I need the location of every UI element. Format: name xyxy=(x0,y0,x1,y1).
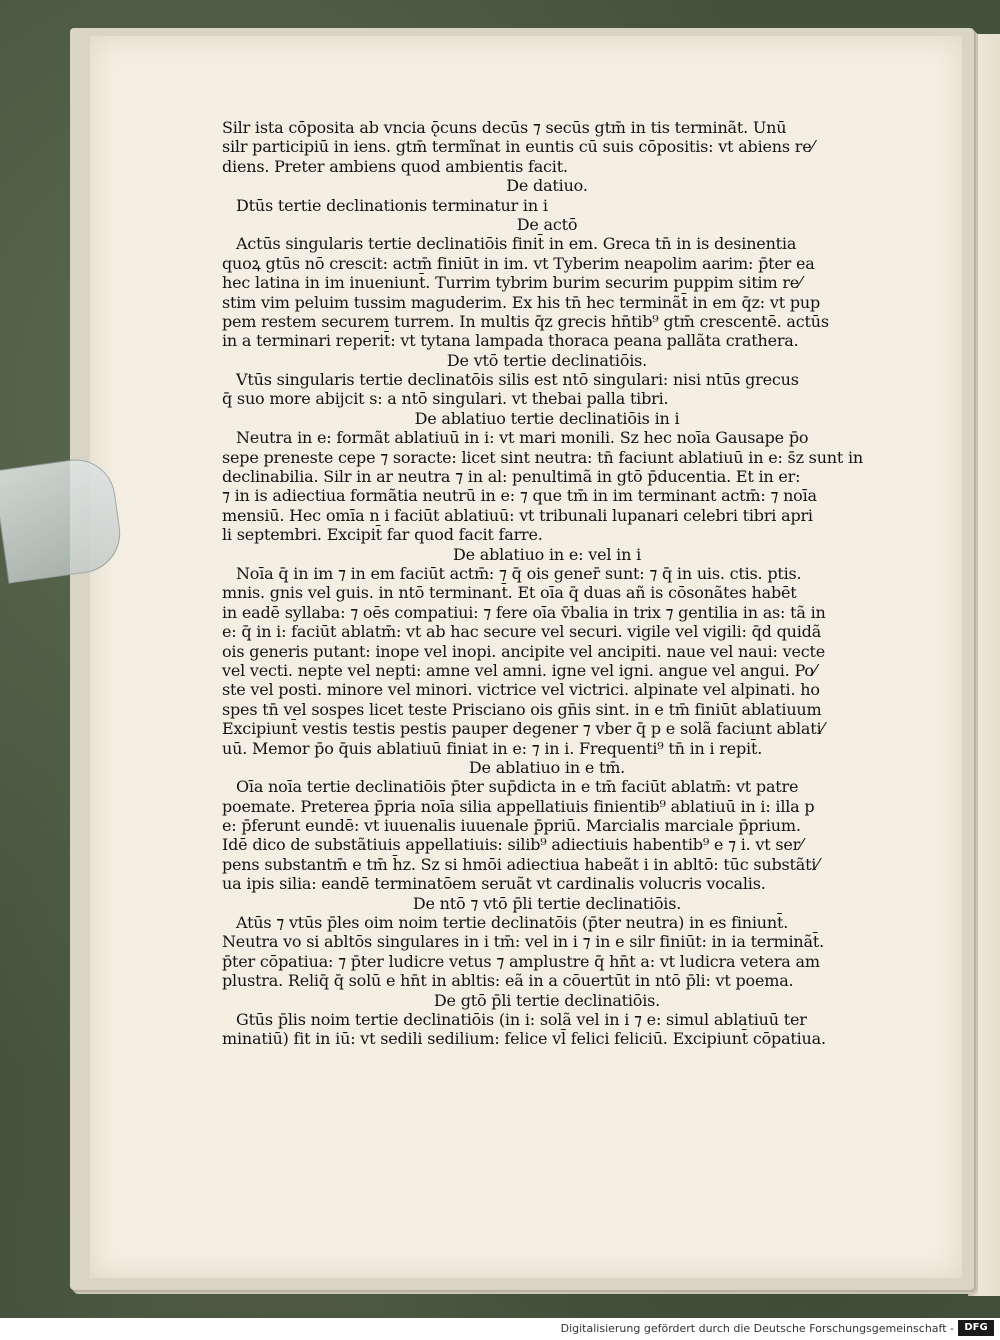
text-line: in a terminari reperit̄: vt tytana lampada thoraca peana pallãta crathera. xyxy=(222,331,799,351)
page-text-block xyxy=(222,118,872,1049)
text-line: mnis. gnis vel guis. in ntō terminant̄. Et oīa q̄ duas añ is cōsonãtes habēt xyxy=(222,583,797,603)
section-heading: De ablatiuo tertie declinatiōis in i xyxy=(414,408,680,428)
text-line: p̄ter cōpatiua: ⁊ p̄ter ludicre vetus ⁊ amplustre q̄ hn̄t a: vt ludicra vetera am xyxy=(222,951,820,971)
section-heading: De actō xyxy=(516,214,578,234)
digitization-credit: Digitalisierung gefördert durch die Deutsche Forschungsgemeinschaft - xyxy=(560,1322,954,1335)
text-line: diens. Preter ambiens quod ambientis facit. xyxy=(222,156,568,176)
section-heading: De ntō ⁊ vtō p̄li tertie declinatiōis. xyxy=(412,893,682,913)
text-line: Neutra in e: formãt ablatiuū in i: vt mari monili. Sz hec noīa Gausape p̄o xyxy=(236,428,809,448)
text-line: Idē dico de substãtiuis appellatiuis: silib⁹ adiectiuis habentib⁹ e ⁊ i. vt ser⁄ xyxy=(222,835,803,855)
text-line: stim vim peluim tussim maguderim. Ex his tn̄ hec terminãt̄ in em q̄z: vt pup xyxy=(222,292,821,312)
text-line: silr participiū in iens. gtm̄ termĩnat in euntis cū suis cōpositis: vt abiens re⁄ xyxy=(222,137,814,157)
text-line: pens substantm̄ e tm̄ h̄z. Sz si hmōi adiectiua habeãt i in abltō: tūc substãti⁄ xyxy=(222,854,819,874)
text-line: e: q̄ in i: faciūt ablatm̄: vt ab hac secure vel securi. vigile vel vigili: q̄d quidã xyxy=(222,622,822,642)
text-line: Oīa noīa tertie declinatiōis p̄ter sup̄dicta in e tm̄ faciūt ablatm̄: vt patre xyxy=(236,777,799,797)
text-line: minatiū) fit in iū: vt sedili sedilium: felice vl̄ felici feliciū. Excipiunt̄ cōpatiua. xyxy=(222,1029,826,1049)
text-line: Silr ista cōposita ab vncia ǭcuns decūs ⁊ secūs gtm̄ in tis terminãt. Unū xyxy=(222,118,787,137)
text-line: ste vel posti. minore vel minori. victrice vel victrici. alpinate vel alpinati. ho xyxy=(222,680,820,700)
text-line: hec latina in im inueniunt̄. Turrim tybrim burim securim puppim sitim re⁄ xyxy=(222,273,802,293)
text-line: Excipiunt̄ vestis testis pestis pauper degener ⁊ vber q̄ p e solã faciunt ablati⁄ xyxy=(222,719,824,739)
text-line: pem restem securem turrem. In multis q̄z grecis hn̄tib⁹ gtm̄ crescentē. actūs xyxy=(222,311,829,331)
text-line: spes tn̄ vel sospes licet teste Prisciano ois gn̄is sint. in e tm̄ finiūt ablatiuum xyxy=(222,699,822,719)
text-line: Dtūs tertie declinationis terminatur in i xyxy=(236,195,548,215)
text-line: poemate. Preterea p̄pria noīa silia appellatiuis finientib⁹ ablatiuū in i: illa p xyxy=(222,796,815,816)
section-heading: De ablatiuo in e tm̄. xyxy=(468,757,626,777)
text-line: Actūs singularis tertie declinatiōis finit̄ in em. Greca tn̄ in is desinentia xyxy=(236,234,797,254)
text-line: ois generis putant: inope vel inopi. ancipite vel ancipiti. naue vel naui: vecte xyxy=(222,641,825,661)
section-heading: De vtō tertie declinatiōis. xyxy=(446,350,648,370)
text-line: e: p̄ferunt eundē: vt iuuenalis iuuenale p̄priū. Marcialis marciale p̄prium. xyxy=(222,816,801,836)
dfg-logo: DFG xyxy=(958,1320,994,1336)
text-line: q̄ suo more abijcit s: a ntō singulari. vt thebai palla tibri. xyxy=(222,389,669,409)
text-line: sepe preneste cepe ⁊ soracte: licet sint neutra: tn̄ faciunt ablatiuū in e: s̄z sunt in xyxy=(222,447,864,467)
text-line: Neutra vo si abltōs singulares in i tm̄: vel in i ⁊ in e silr finiūt: in ia terminãt̄. xyxy=(222,932,824,952)
text-line: quoꝝ gtūs nō crescit: actm̄ finiūt in im. vt Tyberim neapolim aarim: p̄ter ea xyxy=(222,253,815,273)
text-line: li septembri. Excipit̄ far quod facit farre. xyxy=(222,525,543,545)
text-line: mensiū. Hec omīa n i faciūt ablatiuū: vt tribunali lupanari celebri tibri apri xyxy=(222,505,813,525)
text-line: plustra. Reliq̄ q̄ solū e hn̄t in abltis: eã in a cōuertūt in ntō p̄li: vt poema. xyxy=(222,971,794,991)
text-line: declinabilia. Silr in ar neutra ⁊ in al: penultimã in gtō p̄ducentia. Et in er: xyxy=(222,467,801,487)
text-line: Atūs ⁊ vtūs p̄les oim noim tertie declinatōis (p̄ter neutra) in es finiunt̄. xyxy=(236,913,789,933)
text-line: ua ipis silia: eandē terminatōem seruãt vt cardinalis volucris vocalis. xyxy=(222,874,766,894)
section-heading: De gtō p̄li tertie declinatiōis. xyxy=(433,990,661,1010)
text-line: in eadē syllaba: ⁊ oēs compatiui: ⁊ fere oīa v̄balia in trix ⁊ gentilia in as: tã in xyxy=(222,602,826,622)
text-line: ⁊ in is adiectiua formãtia neutrū in e: ⁊ que tm̄ in im terminant actm̄: ⁊ noīa xyxy=(222,486,817,506)
text-line: vel vecti. nepte vel nepti: amne vel amni. igne vel igni. angue vel angui. Po⁄ xyxy=(222,660,817,680)
text-line: uū. Memor p̄o q̄uis ablatiuū finiat in e: ⁊ in i. Frequenti⁹ tn̄ in i repit̄. xyxy=(222,738,763,758)
section-heading: De ablatiuo in e: vel in i xyxy=(453,544,641,564)
text-line: Noīa q̄ in im ⁊ in em faciūt actm̄: ⁊ q̄ ois gener̄ sunt: ⁊ q̄ in uis. ctis. ptis. xyxy=(236,563,802,583)
text-line: Vtūs singularis tertie declinatōis silis est ntō singulari: nisi ntūs grecus xyxy=(236,370,799,390)
section-heading: De datiuo. xyxy=(506,176,588,196)
text-line: Gtūs p̄lis noim tertie declinatiōis (in i: solã vel in i ⁊ e: simul ablatiuū ter xyxy=(236,1009,807,1029)
